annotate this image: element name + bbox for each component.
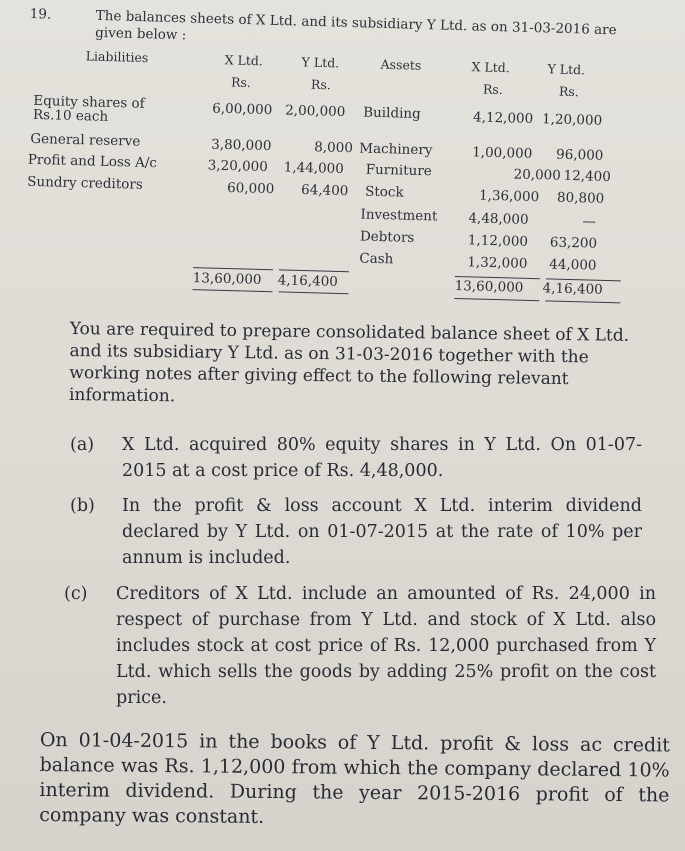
- question-number: 19.: [29, 6, 52, 23]
- item-label-c: (c): [64, 584, 88, 604]
- instruction-paragraph: You are required to prepare consolidated balance sheet of X Ltd. and its subsidiary Y Ltd. as on 31-03-2016 together with the working notes after giving effect to the following relevant information.: [68, 318, 630, 407]
- header-assets: Assets: [380, 56, 422, 73]
- total-liab-x: 13,60,000: [192, 270, 262, 288]
- list-item-a: [70, 432, 645, 488]
- asset-x-building: 4,12,000: [472, 109, 534, 127]
- liability-label-profit-loss: Profit and Loss A/c: [27, 151, 158, 172]
- asset-y-building: 1,20,000: [541, 111, 603, 129]
- liability-y-profit-loss: 1,44,000: [283, 159, 345, 178]
- item-label-a: (a): [70, 435, 95, 455]
- liability-y-equity: 2,00,000: [284, 102, 346, 121]
- asset-x-investment: 4,48,000: [468, 210, 529, 228]
- asset-label-debtors: Debtors: [359, 228, 415, 246]
- list-item-c: [64, 581, 659, 721]
- asset-y-cash: 44,000: [549, 256, 597, 274]
- asset-label-stock: Stock: [364, 183, 404, 201]
- header-y-ltd: Y Ltd.: [301, 54, 340, 71]
- liability-label-sundry-creditors: Sundry creditors: [27, 173, 143, 193]
- item-label-b: (b): [70, 496, 95, 516]
- header-rs-y: Rs.: [310, 76, 332, 93]
- asset-y-debtors: 63,200: [549, 234, 598, 252]
- final-note: On 01-04-2015 in the books of Y Ltd. profit & loss ac credit balance was Rs. 1,12,000 from which the company declared 10% interim dividend. During the year 2015-2016 profit of the company was constant.: [39, 728, 670, 828]
- liability-label-general-reserve: General reserve: [30, 130, 141, 150]
- asset-y-stock: 80,800: [556, 189, 605, 207]
- liability-y-sundry-creditors: 64,400: [300, 181, 349, 200]
- liability-x-profit-loss: 3,20,000: [207, 157, 269, 176]
- asset-y-investment: —: [582, 213, 597, 230]
- asset-x-furniture: 20,000: [513, 166, 562, 184]
- rule-asset-y-bottom: [545, 300, 620, 303]
- header-x-ltd-assets: X Ltd.: [471, 59, 510, 76]
- liability-x-equity: 6,00,000: [212, 100, 273, 119]
- asset-x-stock: 1,36,000: [478, 187, 540, 206]
- list-item-b: [70, 493, 645, 573]
- rule-asset-x-bottom: [454, 298, 539, 301]
- liability-label-equity: Equity shares of: [33, 92, 145, 112]
- rule-liab-x-bottom: [192, 289, 272, 292]
- header-rs-x-assets: Rs.: [482, 81, 504, 98]
- header-rs-x: Rs.: [230, 74, 252, 91]
- asset-x-debtors: 1,12,000: [467, 232, 529, 250]
- header-liabilities: Liabilities: [85, 48, 149, 66]
- question-title: The balances sheets of X Ltd. and its subsidiary Y Ltd. as on 31-03-2016 are given below :: [95, 7, 617, 44]
- header-y-ltd-assets: Y Ltd.: [547, 61, 586, 78]
- liability-label-equity-2: Rs.10 each: [32, 106, 109, 125]
- total-liab-y: 4,16,400: [277, 272, 339, 290]
- balance-sheet-table: [0, 0, 685, 338]
- asset-x-machinery: 1,00,000: [471, 144, 533, 162]
- asset-y-furniture: 12,400: [563, 167, 612, 186]
- liability-y-general-reserve: 8,000: [314, 139, 354, 157]
- item-text-b: In the profit & loss account X Ltd. interim dividend declared by Y Ltd. on 01-07-2015 at the rate of 10% per annum is included.: [122, 496, 642, 568]
- asset-label-cash: Cash: [359, 250, 394, 268]
- header-rs-y-assets: Rs.: [558, 83, 579, 100]
- header-x-ltd: X Ltd.: [224, 52, 264, 69]
- total-asset-x: 13,60,000: [454, 278, 524, 296]
- asset-label-investment: Investment: [360, 206, 438, 225]
- liability-x-sundry-creditors: 60,000: [226, 180, 275, 198]
- asset-x-cash: 1,32,000: [467, 254, 528, 272]
- asset-label-building: Building: [362, 104, 421, 123]
- asset-y-machinery: 96,000: [555, 146, 604, 164]
- asset-label-machinery: Machinery: [359, 140, 433, 159]
- item-text-c: Creditors of X Ltd. include an amounted of Rs. 24,000 in respect of purchase from Y Ltd. and stock of X Ltd. also includes stock at cost price of Rs. 12,000 purchased from Y Ltd. which sells the goods by adding 25% profit on the cost price.: [116, 584, 656, 708]
- liability-x-general-reserve: 3,80,000: [211, 136, 272, 155]
- item-text-a: X Ltd. acquired 80% equity shares in Y Ltd. On 01-07-2015 at a cost price of Rs. 4,48,000.: [122, 435, 642, 481]
- total-asset-y: 4,16,400: [542, 280, 603, 298]
- rule-liab-y-bottom: [278, 291, 348, 294]
- asset-label-furniture: Furniture: [365, 161, 432, 180]
